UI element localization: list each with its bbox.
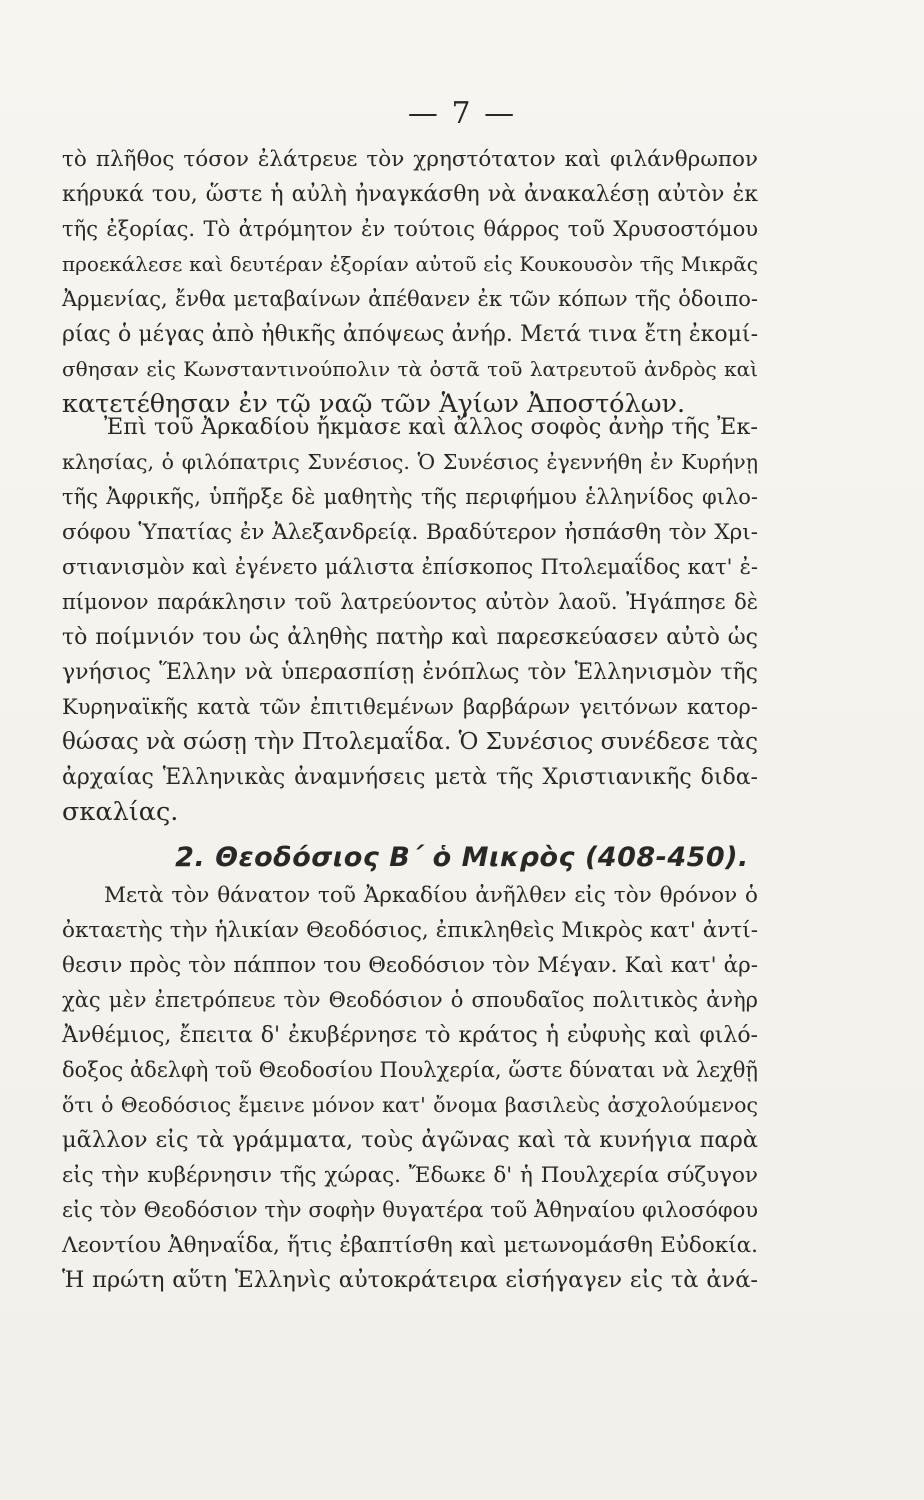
- text-line: εἰς τὸν Θεοδόσιον τὴν σοφὴν θυγατέρα τοῦ Ἀθηναίου φιλοσόφου: [62, 1198, 758, 1222]
- text-line: ρίας ὁ μέγας ἀπὸ ἠθικῆς ἀπόψεως ἀνήρ. Μετά τινα ἔτη ἐκομί-: [62, 322, 758, 347]
- text-line: μᾶλλον εἰς τὰ γράμματα, τοὺς ἀγῶνας καὶ τὰ κυνήγια παρὰ: [62, 1127, 758, 1153]
- text-line: στιανισμὸν καὶ ἐγένετο μάλιστα ἐπίσκοπος Πτολεμαΐδος κατ' ἐ-: [62, 555, 758, 579]
- text-line: γνήσιος Ἕλλην νὰ ὑπερασπίσῃ ἐνόπλως τὸν Ἑλληνισμὸν τῆς: [62, 660, 758, 685]
- text-line: σόφου Ὑπατίας ἐν Ἀλεξανδρείᾳ. Βραδύτερον ἠσπάσθη τὸν Χρι-: [62, 520, 758, 545]
- text-line: χὰς μὲν ἐπετρόπευε τὸν Θεοδόσιον ὁ σπουδαῖος πολιτικὸς ἀνὴρ: [62, 988, 758, 1012]
- paragraph-1: [62, 142, 758, 422]
- text-line: Ἐπὶ τοῦ Ἀρκαδίου ἤκμασε καὶ ἄλλος σοφὸς ἀνὴρ τῆς Ἐκ-: [104, 414, 758, 440]
- text-line: τὸ πλῆθος τόσον ἐλάτρευε τὸν χρηστότατον καὶ φιλάνθρωπον: [62, 147, 758, 172]
- text-line: προεκάλεσε καὶ δευτέραν ἐξορίαν αὐτοῦ εἰς Κουκουσὸν τῆς Μικρᾶς: [62, 252, 758, 276]
- text-line: τῆς Ἀφρικῆς, ὑπῆρξε δὲ μαθητὴς τῆς περιφήμου ἑλληνίδος φιλο-: [62, 485, 758, 509]
- text-line: εἰς τὴν κυβέρνησιν τῆς χώρας. Ἔδωκε δ' ἡ Πουλχερία σύζυγον: [62, 1163, 758, 1188]
- text-line: Ἡ πρώτη αὕτη Ἑλληνὶς αὐτοκράτειρα εἰσήγαγεν εἰς τὰ ἀνά-: [62, 1267, 758, 1293]
- section-heading: 2. Θεοδόσιος Β΄ ὁ Μικρὸς (408-450).: [175, 842, 749, 873]
- text-line: δοξος ἀδελφὴ τοῦ Θεοδοσίου Πουλχερία, ὥστε δύναται νὰ λεχθῇ: [62, 1058, 758, 1082]
- text-line: ὀκταετὴς τὴν ἡλικίαν Θεοδόσιος, ἐπικληθεὶς Μικρὸς κατ' ἀντί-: [62, 918, 758, 943]
- paragraph-2: [62, 410, 758, 830]
- page-number: — 7 —: [407, 96, 517, 131]
- text-line: θεσιν πρὸς τὸν πάππον του Θεοδόσιον τὸν Μέγαν. Καὶ κατ' ἀρ-: [62, 953, 758, 978]
- text-line: κλησίας, ὁ φιλόπατρις Συνέσιος. Ὁ Συνέσιος ἐγεννήθη ἐν Κυρήνῃ: [62, 450, 758, 474]
- text-line: κατετέθησαν ἐν τῷ ναῷ τῶν Ἁγίων Ἀποστόλων.: [62, 389, 686, 419]
- text-line: ὅτι ὁ Θεοδόσιος ἔμεινε μόνον κατ' ὄνομα βασιλεὺς ἀσχολούμενος: [62, 1093, 758, 1117]
- paragraph-3: [62, 878, 758, 1298]
- text-line: Ἀρμενίας, ἔνθα μεταβαίνων ἀπέθανεν ἐκ τῶν κόπων τῆς ὁδοιπο-: [62, 287, 758, 311]
- text-line: ἀρχαίας Ἑλληνικὰς ἀναμνήσεις μετὰ τῆς Χριστιανικῆς διδα-: [62, 765, 758, 790]
- text-line: θώσας νὰ σώσῃ τὴν Πτολεμαΐδα. Ὁ Συνέσιος συνέδεσε τὰς: [62, 729, 758, 755]
- text-line: Κυρηναϊκῆς κατὰ τῶν ἐπιτιθεμένων βαρβάρων γειτόνων κατορ-: [62, 695, 758, 719]
- text-line: Μετὰ τὸν θάνατον τοῦ Ἀρκαδίου ἀνῆλθεν εἰς τὸν θρόνον ὁ: [104, 883, 758, 908]
- text-line: Λεοντίου Ἀθηναΐδα, ἥτις ἐβαπτίσθη καὶ μετωνομάσθη Εὐδοκία.: [62, 1233, 758, 1258]
- text-line: Ἀνθέμιος, ἔπειτα δ' ἐκυβέρνησε τὸ κράτος ἡ εὐφυὴς καὶ φιλό-: [62, 1023, 758, 1048]
- text-line: σθησαν εἰς Κωνσταντινούπολιν τὰ ὀστᾶ τοῦ λατρευτοῦ ἀνδρὸς καὶ: [62, 357, 758, 381]
- text-line: τὸ ποίμνιόν του ὡς ἀληθὴς πατὴρ καὶ παρεσκεύασεν αὐτὸ ὡς: [62, 625, 758, 650]
- text-line: κήρυκά του, ὥστε ἡ αὐλὴ ἠναγκάσθη νὰ ἀνακαλέσῃ αὐτὸν ἐκ: [62, 182, 758, 207]
- text-line: πίμονον παράκλησιν τοῦ λατρεύοντος αὐτὸν λαοῦ. Ἠγάπησε δὲ: [62, 590, 758, 614]
- text-line: τῆς ἐξορίας. Τὸ ἀτρόμητον ἐν τούτοις θάρρος τοῦ Χρυσοστόμου: [62, 217, 758, 241]
- text-line: σκαλίας.: [62, 797, 179, 827]
